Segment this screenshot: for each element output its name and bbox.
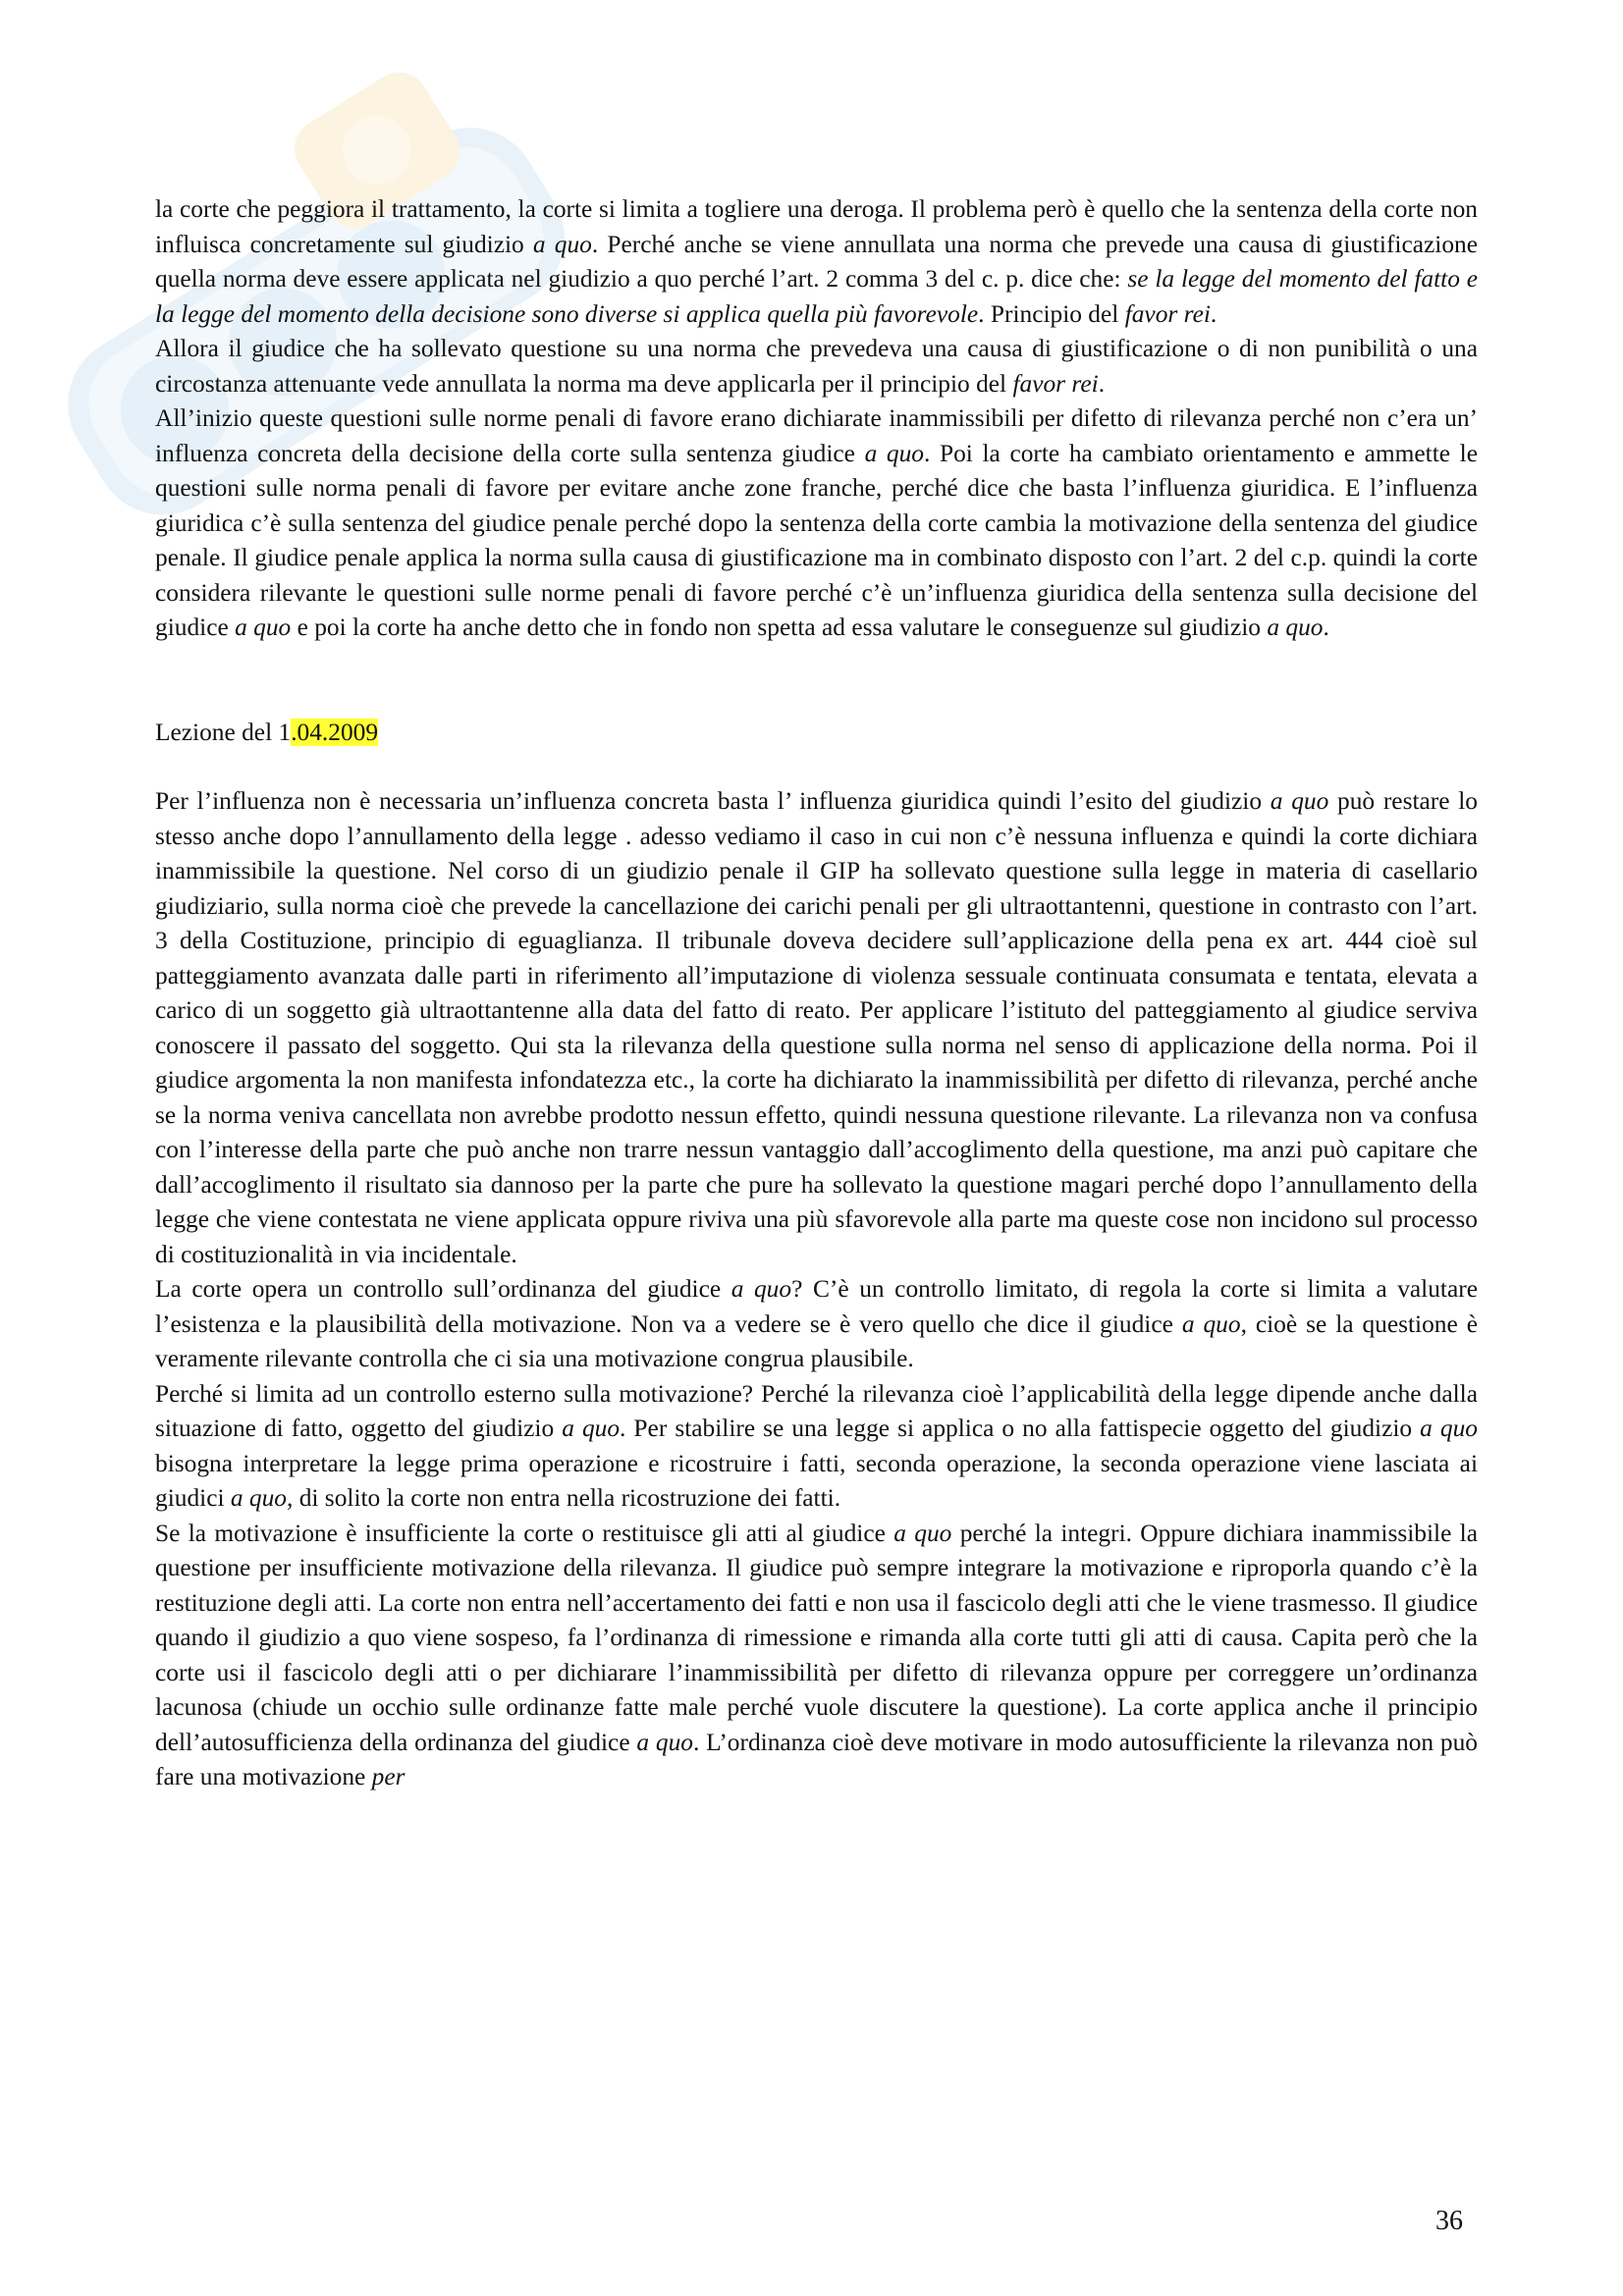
italic-run: a quo	[235, 614, 292, 641]
paragraph-motivazione	[155, 1377, 1478, 1517]
document-body	[155, 192, 1478, 1795]
text-run: bisogna interpretare la legge prima operazione e ricostruire i fatti, seconda operazione, la seconda operazione viene lasciata ai giudici	[155, 1449, 1478, 1512]
heading-text: Lezione del 1	[155, 718, 292, 746]
text-run: la corte che peggiora il trattamento, la corte si limita a togliere una deroga. Il problema però è quello che la sentenza della corte non influisca concretamente sul giudizio	[155, 195, 1478, 258]
italic-run: a quo	[1420, 1415, 1478, 1442]
text-run: .	[1098, 369, 1106, 398]
text-run: Perché si limita ad un controllo esterno sulla motivazione? Perché la rilevanza cioè l’applicabilità della legge dipende anche dalla situazione di fatto, oggetto del giudizio	[155, 1379, 1478, 1442]
italic-run: a quo	[532, 230, 592, 258]
text-run: La corte opera un controllo sull’ordinanza del giudice	[155, 1275, 731, 1303]
text-run: . Perché anche se viene annullata una norma che prevede una causa di giustificazione quella norma deve essere applicata nel giudizio a quo perché l’art. 2 comma 3 del c. p. dice che:	[155, 230, 1478, 293]
text-run: perché la integri. Oppure dichiara inammissibile la questione per insufficiente motivazione della rilevanza. Il giudice può sempre integrare la motivazione e riproporla quando c’è la restituzione degli atti. La corte non entra nell’accertamento dei fatti e non usa il fascicolo degli atti che le viene trasmesso. Il giudice quando il giudizio a quo viene sospeso, fa l’ordinanza di rimessione e rimanda alla corte tutti gli atti di causa. Capita però che la corte usi il fascicolo degli atti o per dichiarare l’inammissibilità per difetto di rilevanza oppure per correggere un’ordinanza lacunosa (chiude un occhio sulle ordinanze fatte male perché vuole discutere la questione). La corte applica anche il principio dell’autosufficienza della ordinanza del giudice	[155, 1519, 1478, 1756]
italic-run: per	[371, 1763, 406, 1790]
spacer	[155, 750, 1478, 784]
paragraph-influenza	[155, 784, 1478, 1272]
paragraph-intro	[155, 192, 1478, 332]
text-run: Per l’influenza non è necessaria un’influenza concreta basta l’ influenza giuridica quindi l’esito del giudizio	[155, 787, 1271, 815]
spacer	[155, 646, 1478, 716]
text-run: ? C’è un controllo limitato, di regola la corte si limita a valutare l’esistenza e la plausibilità della motivazione. Non va a vedere se è vero quello che dice il giudice	[155, 1275, 1478, 1338]
italic-run: a quo	[562, 1415, 621, 1442]
italic-run: a quo	[864, 439, 924, 467]
text-run: , cioè se la questione è veramente rilevante controlla che ci sia una motivazione congrua plausibile.	[155, 1309, 1478, 1372]
italic-run: a quo	[1267, 614, 1324, 641]
text-run: , di solito la corte non entra nella ricostruzione dei fatti.	[287, 1484, 841, 1512]
paragraph-insufficiente	[155, 1517, 1478, 1795]
italic-run: a quo	[1181, 1309, 1241, 1338]
italic-run: a quo	[230, 1484, 288, 1512]
italic-run: favor rei	[1012, 369, 1099, 398]
text-run: All’inizio queste questioni sulle norme penali di favore erano dichiarate inammissibili per difetto di rilevanza perché non c’era un’ influenza concreta della decisione della corte sulla sentenza giudice	[155, 404, 1478, 467]
page-number: 36	[1435, 2206, 1463, 2236]
text-run: . Principio del	[978, 299, 1125, 328]
text-run: e poi la corte ha anche detto che in fondo non spetta ad essa valutare le conseguenze sul giudizio	[291, 614, 1268, 641]
italic-run: favor rei	[1124, 299, 1211, 328]
text-run: Se la motivazione è insufficiente la corte o restituisce gli atti al giudice	[155, 1519, 894, 1547]
italic-run: a quo	[893, 1519, 952, 1547]
text-run: .	[1210, 299, 1217, 328]
text-run: .	[1323, 614, 1329, 641]
text-run: può restare lo stesso anche dopo l’annullamento della legge . adesso vediamo il caso in cui non c’è nessuna influenza e quindi la corte dichiara inammissibile la questione. Nel corso di un giudizio penale il GIP ha sollevato questione sulla legge in materia di casellario giudiziario, sulla norma cioè che prevede la cancellazione dei carichi penali per gli ultraottantenni, questione in contrasto con l’art. 3 della Costituzione, principio di eguaglianza. Il tribunale doveva decidere sull’applicazione della pena ex art. 444 cioè sul patteggiamento avanzata dalle parti in riferimento all’imputazione di violenza sessuale continuata consumata e tentata, elevata a carico di un soggetto già ultraottantenne alla data del fatto di reato. Per applicare l’istituto del patteggiamento al giudice serviva conoscere il passato del soggetto. Qui sta la rilevanza della questione sulla norma nel senso di applicazione della norma. Poi il giudice argomenta la non manifesta infondatezza etc., la corte ha dichiarato la inammissibilità per difetto di rilevanza, perché anche se la norma veniva cancellata non avrebbe prodotto nessun effetto, quindi nessuna questione rilevante. La rilevanza non va confusa con l’interesse della parte che può anche non trarre nessun vantaggio dall’accoglimento della questione, ma anzi può capitare che dall’accoglimento il risultato sia dannoso per la parte che pure ha sollevato la questione magari perché dopo l’annullamento della legge che viene contestata ne viene applicata oppure riviva una più sfavorevole alla parte ma queste cose non incidono sul processo di costituzionalità in via incidentale.	[155, 787, 1478, 1268]
paragraph-norme-penali	[155, 401, 1478, 646]
text-run: . L’ordinanza cioè deve motivare in modo autosufficiente la rilevanza non può fare una motivazione	[155, 1728, 1478, 1790]
italic-run: a quo	[1270, 787, 1329, 815]
lesson-heading	[155, 716, 1478, 751]
paragraph-favor-rei	[155, 332, 1478, 401]
paragraph-controllo	[155, 1272, 1478, 1377]
text-run: Allora il giudice che ha sollevato questione su una norma che prevedeva una causa di giustificazione o di non punibilità o una circostanza attenuante vede annullata la norma ma deve applicarla per il principio del	[155, 335, 1478, 398]
text-run: . Poi la corte ha cambiato orientamento e ammette le questioni sulle norma penali di favore per evitare anche zone franche, perché dice che basta l’influenza giuridica. E l’influenza giuridica c’è sulla sentenza del giudice penale perché dopo la sentenza della corte cambia la motivazione della sentenza del giudice penale. Il giudice penale applica la norma sulla causa di giustificazione ma in combinato disposto con l’art. 2 del c.p. quindi la corte considera rilevante le questioni sulle norme penali di favore perché c’è un’influenza giuridica della sentenza sulla decisione del giudice	[155, 439, 1478, 641]
italic-run: a quo	[730, 1275, 792, 1303]
italic-run: se la legge del momento del fatto e la legge del momento della decisione sono diverse si applica quella più favorevole	[155, 265, 1479, 328]
highlighted-date: .04.2009	[291, 718, 379, 746]
text-run: . Per stabilire se una legge si applica o no alla fattispecie oggetto del giudizio	[620, 1415, 1421, 1442]
italic-run: a quo	[636, 1728, 693, 1756]
